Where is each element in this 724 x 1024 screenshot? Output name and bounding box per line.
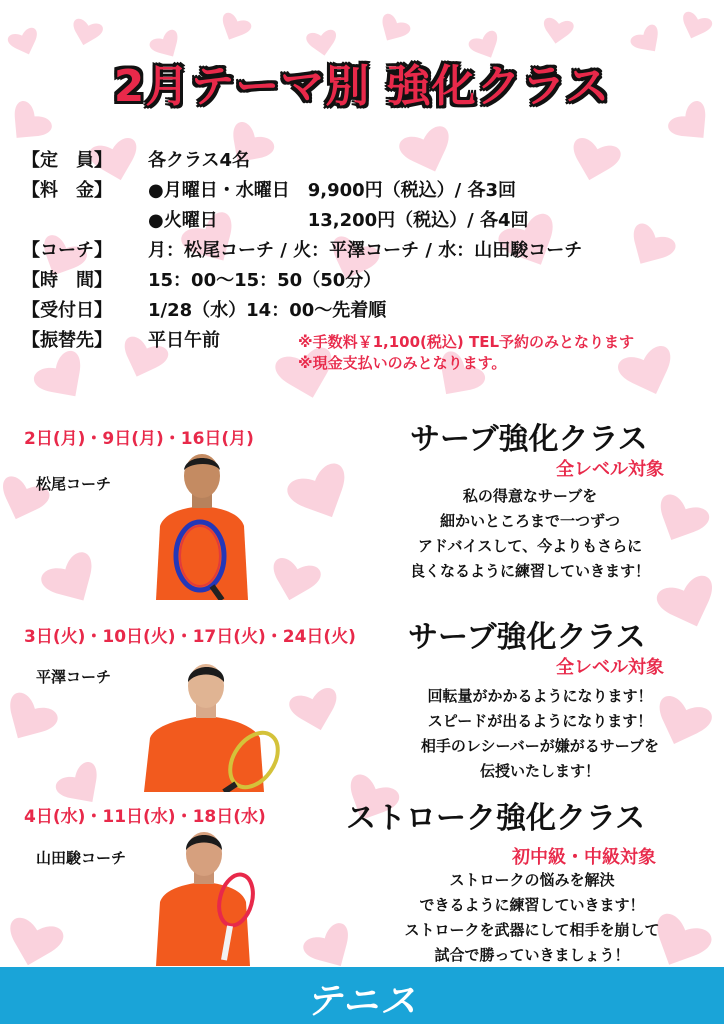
info-row-reception (22, 296, 702, 326)
fee-label: 【料 金】 (22, 180, 112, 201)
class-1-coach: 松尾コーチ (36, 475, 112, 493)
reception-value: 1/28（水）14：00〜先着順 (148, 300, 387, 321)
info-block (22, 146, 702, 356)
fee-line-1: ●月曜日・水曜日 9,900円（税込）/ 各3回 (148, 180, 517, 201)
class-3-description (372, 868, 692, 968)
coach-value: 月：松尾コーチ / 火：平澤コーチ / 水：山田駿コーチ (148, 240, 583, 261)
class-1-desc-line: 良くなるように練習していきます！ (409, 562, 650, 580)
class-2-dates: 3日(火)・10日(火)・17日(火)・24日(火) (24, 627, 356, 647)
class-3-dates: 4日(水)・11日(水)・18日(水) (24, 807, 266, 827)
info-row-fee (22, 176, 702, 206)
class-2-coach: 平澤コーチ (36, 668, 112, 686)
class-1-level: 全レベル対象 (556, 459, 664, 480)
class-3-desc-line: できるように練習していきます！ (419, 896, 645, 914)
coach-photo-matsuo (150, 448, 254, 600)
info-row-time (22, 266, 702, 296)
class-1-desc-line: 細かいところまで一つずつ (439, 512, 620, 530)
class-1-desc-line: 私の得意なサーブを (462, 487, 598, 505)
class-2-level: 全レベル対象 (556, 657, 664, 678)
class-2-desc-line: 回転量がかかるようになります！ (427, 687, 653, 705)
class-2-description (380, 684, 700, 784)
footer-tennis-logo: テニス (305, 981, 419, 1022)
reception-label: 【受付日】 (22, 300, 112, 321)
class-2-desc-line: スピードが出るようになります！ (427, 712, 653, 730)
coach-label: 【コーチ】 (22, 240, 112, 261)
class-2-title: サーブ強化クラス (408, 620, 646, 655)
note-cash: ※現金支払いのみとなります。 (298, 354, 507, 372)
fee-line-2: ●火曜日 13,200円（税込）/ 各4回 (148, 210, 529, 231)
class-2-desc-line: 伝授いたします！ (479, 762, 600, 780)
class-3-desc-line: ストロークの悩みを解決 (449, 871, 615, 889)
note-fee: ※手数料￥1,100(税込) TEL予約のみとなります (298, 333, 635, 351)
coach-photo-yamada (150, 826, 260, 966)
makeup-value: 平日午前 (148, 330, 220, 351)
class-3-coach: 山田駿コーチ (36, 849, 127, 867)
footer-band (0, 967, 724, 1024)
class-1-title: サーブ強化クラス (410, 422, 648, 457)
time-label: 【時 間】 (22, 270, 112, 291)
time-value: 15：00〜15：50（50分） (148, 270, 382, 291)
class-3-title: ストローク強化クラス (346, 801, 646, 836)
class-1-description (370, 484, 690, 584)
coach-photo-hirasawa (136, 656, 284, 792)
info-row-capacity (22, 146, 702, 176)
page-title: 2月テーマ別 強化クラス (113, 61, 611, 112)
info-row-coach (22, 236, 702, 266)
class-1-desc-line: アドバイスして、今よりもさらに (417, 537, 643, 555)
class-3-desc-line: ストロークを武器にして相手を崩して (404, 921, 660, 939)
capacity-label: 【定 員】 (22, 150, 112, 171)
makeup-label: 【振替先】 (22, 330, 112, 351)
class-2-desc-line: 相手のレシーバーが嫌がるサーブを (420, 737, 660, 755)
class-3-desc-line: 試合で勝っていきましょう！ (434, 946, 630, 964)
info-row-fee-2 (22, 206, 702, 236)
class-1-dates: 2日(月)・9日(月)・16日(月) (24, 429, 254, 449)
class-3-level: 初中級・中級対象 (512, 847, 656, 868)
capacity-value: 各クラス4名 (148, 150, 250, 171)
